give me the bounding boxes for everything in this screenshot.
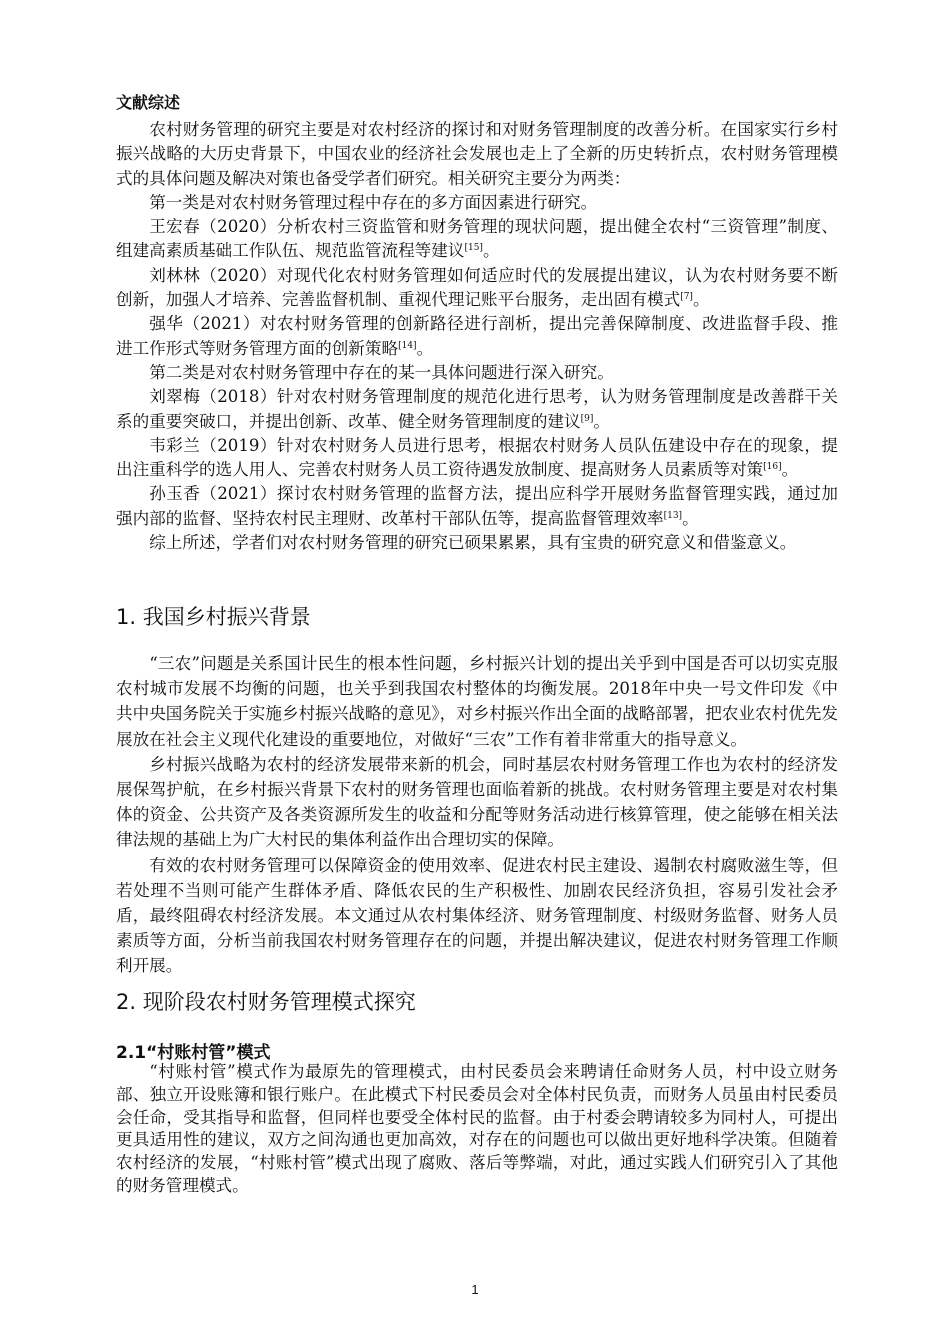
citation[interactable]: [7] — [680, 292, 693, 303]
paragraph — [116, 482, 838, 531]
page-number: 1 — [471, 1282, 479, 1297]
paragraph — [116, 361, 838, 385]
sentence-end: 。 — [416, 338, 434, 358]
citation[interactable]: [13] — [663, 510, 683, 521]
section2-1-heading: 2.1“村账村管”模式 — [116, 1043, 271, 1063]
section2-heading: 2. 现阶段农村财务管理模式探究 — [116, 990, 416, 1014]
citation[interactable]: [15] — [464, 243, 483, 254]
sentence-end: 。 — [692, 290, 710, 310]
paragraph — [116, 264, 838, 313]
paragraph-text: 韦彩兰（2019）针对农村财务人员进行思考，根据农村财务人员队伍建设中存在的现象，提出注重科学的选人用人、完善农村财务人员工资待遇发放制度、提高财务人员素质等对策 — [116, 435, 838, 480]
paragraph-text: 综上所述，学者们对农村财务管理的研究已硕果累累，具有宝贵的研究意义和借鉴意义。 — [149, 533, 797, 553]
section1-heading: 1. 我国乡村振兴背景 — [116, 605, 311, 629]
paragraph-text: 农村财务管理的研究主要是对农村经济的探讨和对财务管理制度的改善分析。在国家实行乡村振兴战略的大历史背景下，中国农业的经济社会发展也走上了全新的历史转折点，农村财务管理模式的具体问题及解决对策也备受学者们研究。相关研究主要分为两类： — [116, 120, 838, 188]
paragraph: 乡村振兴战略为农村的经济发展带来新的机会，同时基层农村财务管理工作也为农村的经济发展保驾护航，在乡村振兴背景下农村的财务管理也面临着新的挑战。农村财务管理主要是对农村集体的资金、公共资产及各类资源所发生的收益和分配等财务活动进行核算管理，使之能够在相关法律法规的基础上为广大村民的集体利益作出合理切实的保障。 — [116, 754, 838, 850]
lit-review-body — [116, 118, 838, 555]
citation[interactable]: [9] — [580, 413, 594, 424]
paragraph — [116, 215, 838, 264]
paragraph: “村账村管”模式作为最原先的管理模式，由村民委员会来聘请任命财务人员，村中设立财务部、独立开设账簿和银行账户。在此模式下村民委员会对全体村民负责，而财务人员虽由村民委员会任命，受其指导和监督，但同样也要受全体村民的监督。由于村委会聘请较多为同村人，可提出更具适用性的建议，双方之间沟通也更加高效，对存在的问题也可以做出更好地科学决策。但随着农村经济的发展，“村账村管”模式出现了腐败、落后等弊端，对此，通过实践人们研究引入了其他的财务管理模式。 — [116, 1062, 838, 1195]
lit-review-title: 文献综述 — [116, 93, 181, 112]
paragraph-text: 第一类是对农村财务管理过程中存在的多方面因素进行研究。 — [149, 192, 598, 212]
sentence-end: 。 — [781, 460, 799, 480]
sentence-end: 。 — [593, 411, 610, 431]
paragraph-text: 王宏春（2020）分析农村三资监管和财务管理的现状问题，提出健全农村“三资管理”制度、组建高素质基础工作队伍、规范监管流程等建议 — [116, 217, 838, 261]
paragraph-text: 刘翠梅（2018）针对农村财务管理制度的规范化进行思考，认为财务管理制度是改善群干关系的重要突破口，并提出创新、改革、健全财务管理制度的建议 — [116, 387, 838, 431]
paragraph — [116, 385, 838, 434]
paragraph — [116, 118, 838, 191]
sentence-end: 。 — [482, 241, 500, 261]
paragraph: “三农”问题是关系国计民生的根本性问题，乡村振兴计划的提出关乎到中国是否可以切实克服农村城市发展不均衡的问题，也关乎到我国农村整体的均衡发展。2018年中央一号文件印发《中共中央国务院关于实施乡村振兴战略的意见》，对乡村振兴作出全面的战略部署，把农业农村优先发展放在社会主义现代化建设的重要地位，对做好“三农”工作有着非常重大的指导意义。 — [116, 654, 838, 749]
paragraph-text: 强华（2021）对农村财务管理的创新路径进行剖析，提出完善保障制度、改进监督手段、推进工作形式等财务管理方面的创新策略 — [116, 314, 838, 358]
paragraph — [116, 434, 838, 483]
paragraph: 有效的农村财务管理可以保障资金的使用效率、促进农村民主建设、遏制农村腐败滋生等，但若处理不当则可能产生群体矛盾、降低农民的生产积极性、加剧农民经济负担，容易引发社会矛盾，最终阻碍农村经济发展。本文通过从农村集体经济、财务管理制度、村级财务监督、财务人员素质等方面，分析当前我国农村财务管理存在的问题，并提出解决建议，促进农村财务管理工作顺利开展。 — [116, 855, 838, 976]
paragraph — [116, 531, 838, 555]
paragraph — [116, 312, 838, 361]
section1-body — [116, 651, 838, 979]
paragraph — [116, 191, 838, 215]
sentence-end: 。 — [682, 508, 699, 528]
paragraph-text: 第二类是对农村财务管理中存在的某一具体问题进行深入研究。 — [149, 362, 614, 382]
section2-1-body — [116, 1061, 838, 1198]
citation[interactable]: [14] — [398, 340, 417, 351]
paragraph-text: 孙玉香（2021）探讨农村财务管理的监督方法，提出应科学开展财务监督管理实践，通过加强内部的监督、坚持农村民主理财、改革村干部队伍等，提高监督管理效率 — [116, 484, 838, 528]
citation[interactable]: [16] — [763, 462, 782, 473]
paragraph-text: 刘林林（2020）对现代化农村财务管理如何适应时代的发展提出建议，认为农村财务要不断创新，加强人才培养、完善监督机制、重视代理记账平台服务，走出固有模式 — [116, 265, 838, 310]
